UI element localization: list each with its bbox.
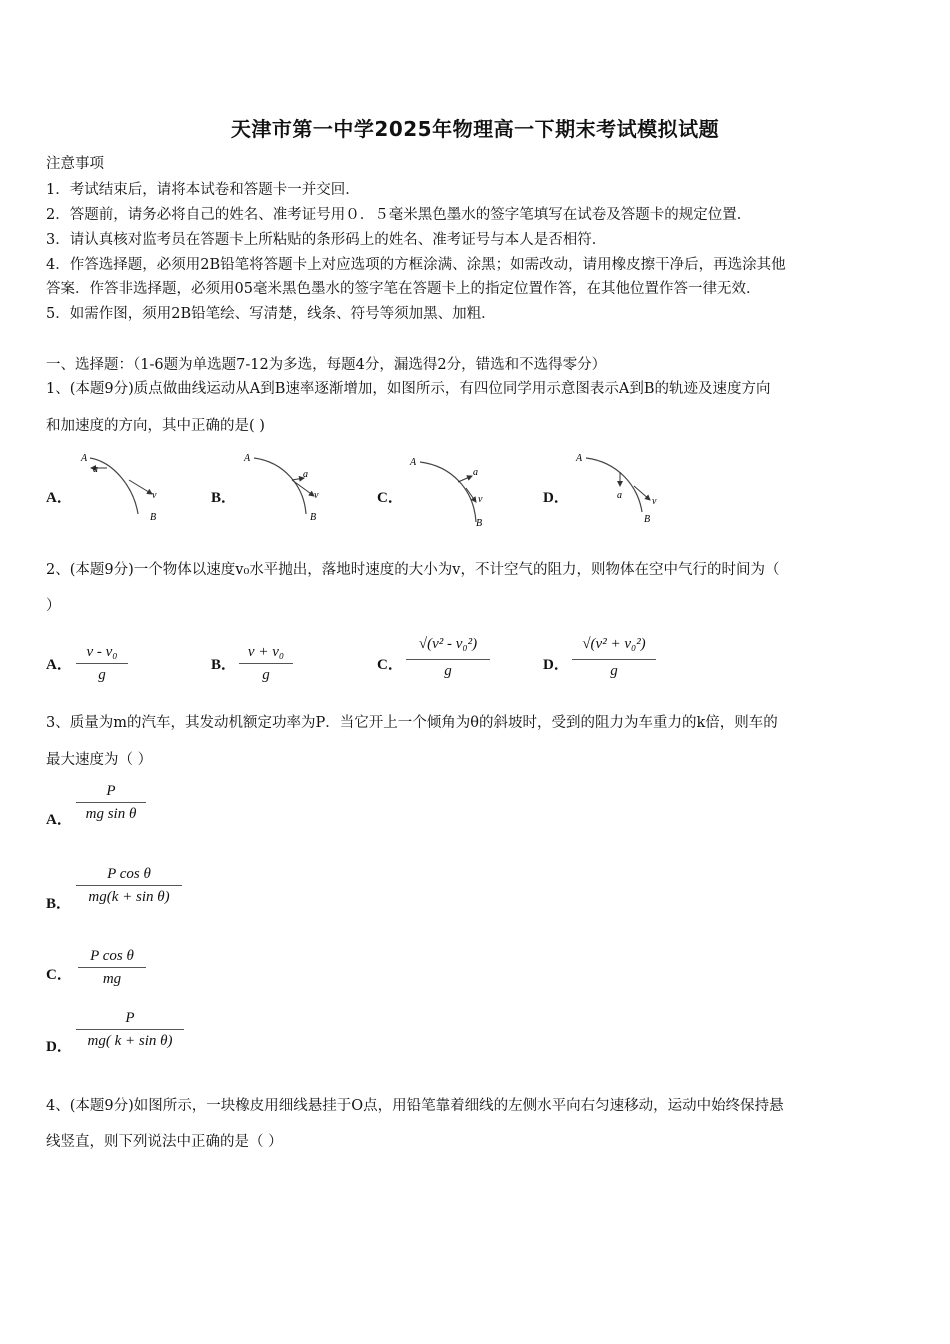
label-vel: v	[652, 496, 657, 507]
q2-option-d-label: D．	[543, 657, 569, 673]
q1-figure-b	[240, 448, 340, 526]
notice-item: 1．考试结束后，请将本试卷和答题卡一并交回．	[46, 182, 360, 198]
question-4-text: 4、(本题9分)如图所示，一块橡皮用细线悬挂于O点，用铅笔靠着细线的左侧水平向右匀速移动，运动中始终保持悬	[46, 1098, 784, 1114]
q3-option-a-formula	[76, 783, 146, 823]
label-accel: a	[473, 467, 478, 478]
notice-item: 答案．作答非选择题，必须用05毫米黑色墨水的签字笔在答题卡上的指定位置作答，在其他位置作答一律无效．	[46, 281, 761, 297]
q3-option-d-formula	[76, 1010, 184, 1050]
notice-item: 4．作答选择题，必须用2B铅笔将答题卡上对应选项的方框涂满、涂黑；如需改动，请用橡皮擦干净后，再选涂其他	[46, 257, 786, 273]
fraction-numerator: P	[76, 1010, 184, 1030]
fraction-denominator: mg(k + sin θ)	[88, 889, 170, 905]
label-accel: a	[93, 464, 98, 475]
q1-figure-c	[406, 452, 506, 530]
trajectory-curve	[254, 458, 306, 514]
page-title: 天津市第一中学2025年物理高一下期末考试模拟试题	[230, 117, 720, 141]
q2-option-c-label: C．	[377, 657, 403, 673]
q3-option-b-formula	[76, 866, 182, 906]
q3-option-a-label: A．	[46, 812, 72, 828]
question-3-text: 最大速度为（ ）	[46, 752, 153, 768]
fraction-denominator: mg	[102, 971, 122, 987]
fraction-denominator: g	[444, 663, 452, 679]
question-2-text: ）	[46, 598, 61, 614]
section-heading: 一、选择题：（1-6题为单选题7-12为多选，每题4分，漏选得2分，错选和不选得零分）	[46, 357, 607, 373]
question-4-text: 线竖直，则下列说法中正确的是（ ）	[46, 1134, 283, 1150]
label-start: A	[244, 453, 251, 464]
fraction-denominator: g	[610, 663, 618, 679]
label-vel: v	[478, 494, 483, 505]
question-3-text: 3、质量为m的汽车，其发动机额定功率为P．当它开上一个倾角为θ的斜坡时，受到的阻力为车重力的k倍，则车的	[46, 715, 778, 731]
q2-option-a-label: A．	[46, 657, 72, 673]
fraction-denominator: mg sin θ	[85, 806, 137, 822]
trajectory-curve	[586, 458, 642, 512]
notice-item: 5．如需作图，须用2B铅笔绘、写清楚，线条、符号等须加黑、加粗．	[46, 306, 496, 322]
q2-option-c-formula	[406, 636, 490, 680]
label-end: B	[476, 518, 483, 529]
q1-option-c-label: C．	[377, 490, 403, 506]
label-start: A	[576, 453, 583, 464]
q1-option-b-label: B．	[211, 490, 237, 506]
question-1-text: 1、(本题9分)质点做曲线运动从A到B速率逐渐增加，如图所示，有四位同学用示意图表示A到B的轨迹及速度方向	[46, 381, 771, 397]
label-accel: a	[617, 490, 622, 501]
q2-option-d-formula	[572, 636, 656, 680]
fraction-numerator: v + v₀	[239, 644, 293, 664]
trajectory-curve	[420, 462, 476, 522]
velocity-arrow	[129, 480, 152, 494]
notice-heading: 注意事项	[46, 156, 104, 172]
notice-item: 3．请认真核对监考员在答题卡上所粘贴的条形码上的姓名、准考证号与本人是否相符．	[46, 232, 607, 248]
fraction-numerator: √(v² + v₀²)	[572, 636, 656, 660]
q1-figure-a	[74, 448, 174, 526]
label-end: B	[150, 512, 157, 523]
label-accel: a	[303, 469, 308, 480]
q2-option-b-label: B．	[211, 657, 237, 673]
fraction-numerator: √(v² - v₀²)	[406, 636, 490, 660]
q3-option-c-label: C．	[46, 967, 72, 983]
label-vel: v	[314, 490, 319, 501]
fraction-numerator: P cos θ	[78, 948, 146, 968]
fraction-numerator: P	[76, 783, 146, 803]
q2-option-b-formula	[239, 644, 293, 684]
fraction-denominator: g	[262, 667, 270, 683]
fraction-denominator: mg( k + sin θ)	[87, 1033, 173, 1049]
q2-option-a-formula	[76, 644, 128, 684]
q3-option-d-label: D．	[46, 1039, 72, 1055]
label-start: A	[81, 453, 88, 464]
velocity-arrow	[292, 480, 314, 496]
question-1-text: 和加速度的方向，其中正确的是( )	[46, 418, 265, 434]
label-vel: v	[152, 490, 157, 501]
q1-option-d-label: D．	[543, 490, 569, 506]
fraction-denominator: g	[98, 667, 106, 683]
fraction-numerator: P cos θ	[76, 866, 182, 886]
label-end: B	[644, 514, 651, 525]
label-start: A	[410, 457, 417, 468]
label-end: B	[310, 512, 317, 523]
notice-item: 2．答题前，请务必将自己的姓名、准考证号用０．５毫米黑色墨水的签字笔填写在试卷及答题卡的规定位置．	[46, 207, 752, 223]
acceleration-arrow	[458, 476, 472, 482]
question-2-text: 2、(本题9分)一个物体以速度v₀水平抛出，落地时速度的大小为v，不计空气的阻力，则物体在空中气行的时间为（	[46, 562, 780, 578]
fraction-numerator: v - v₀	[76, 644, 128, 664]
q1-figure-d	[572, 448, 672, 526]
q1-option-a-label: A．	[46, 490, 72, 506]
q3-option-c-formula	[78, 948, 146, 988]
q3-option-b-label: B．	[46, 896, 72, 912]
